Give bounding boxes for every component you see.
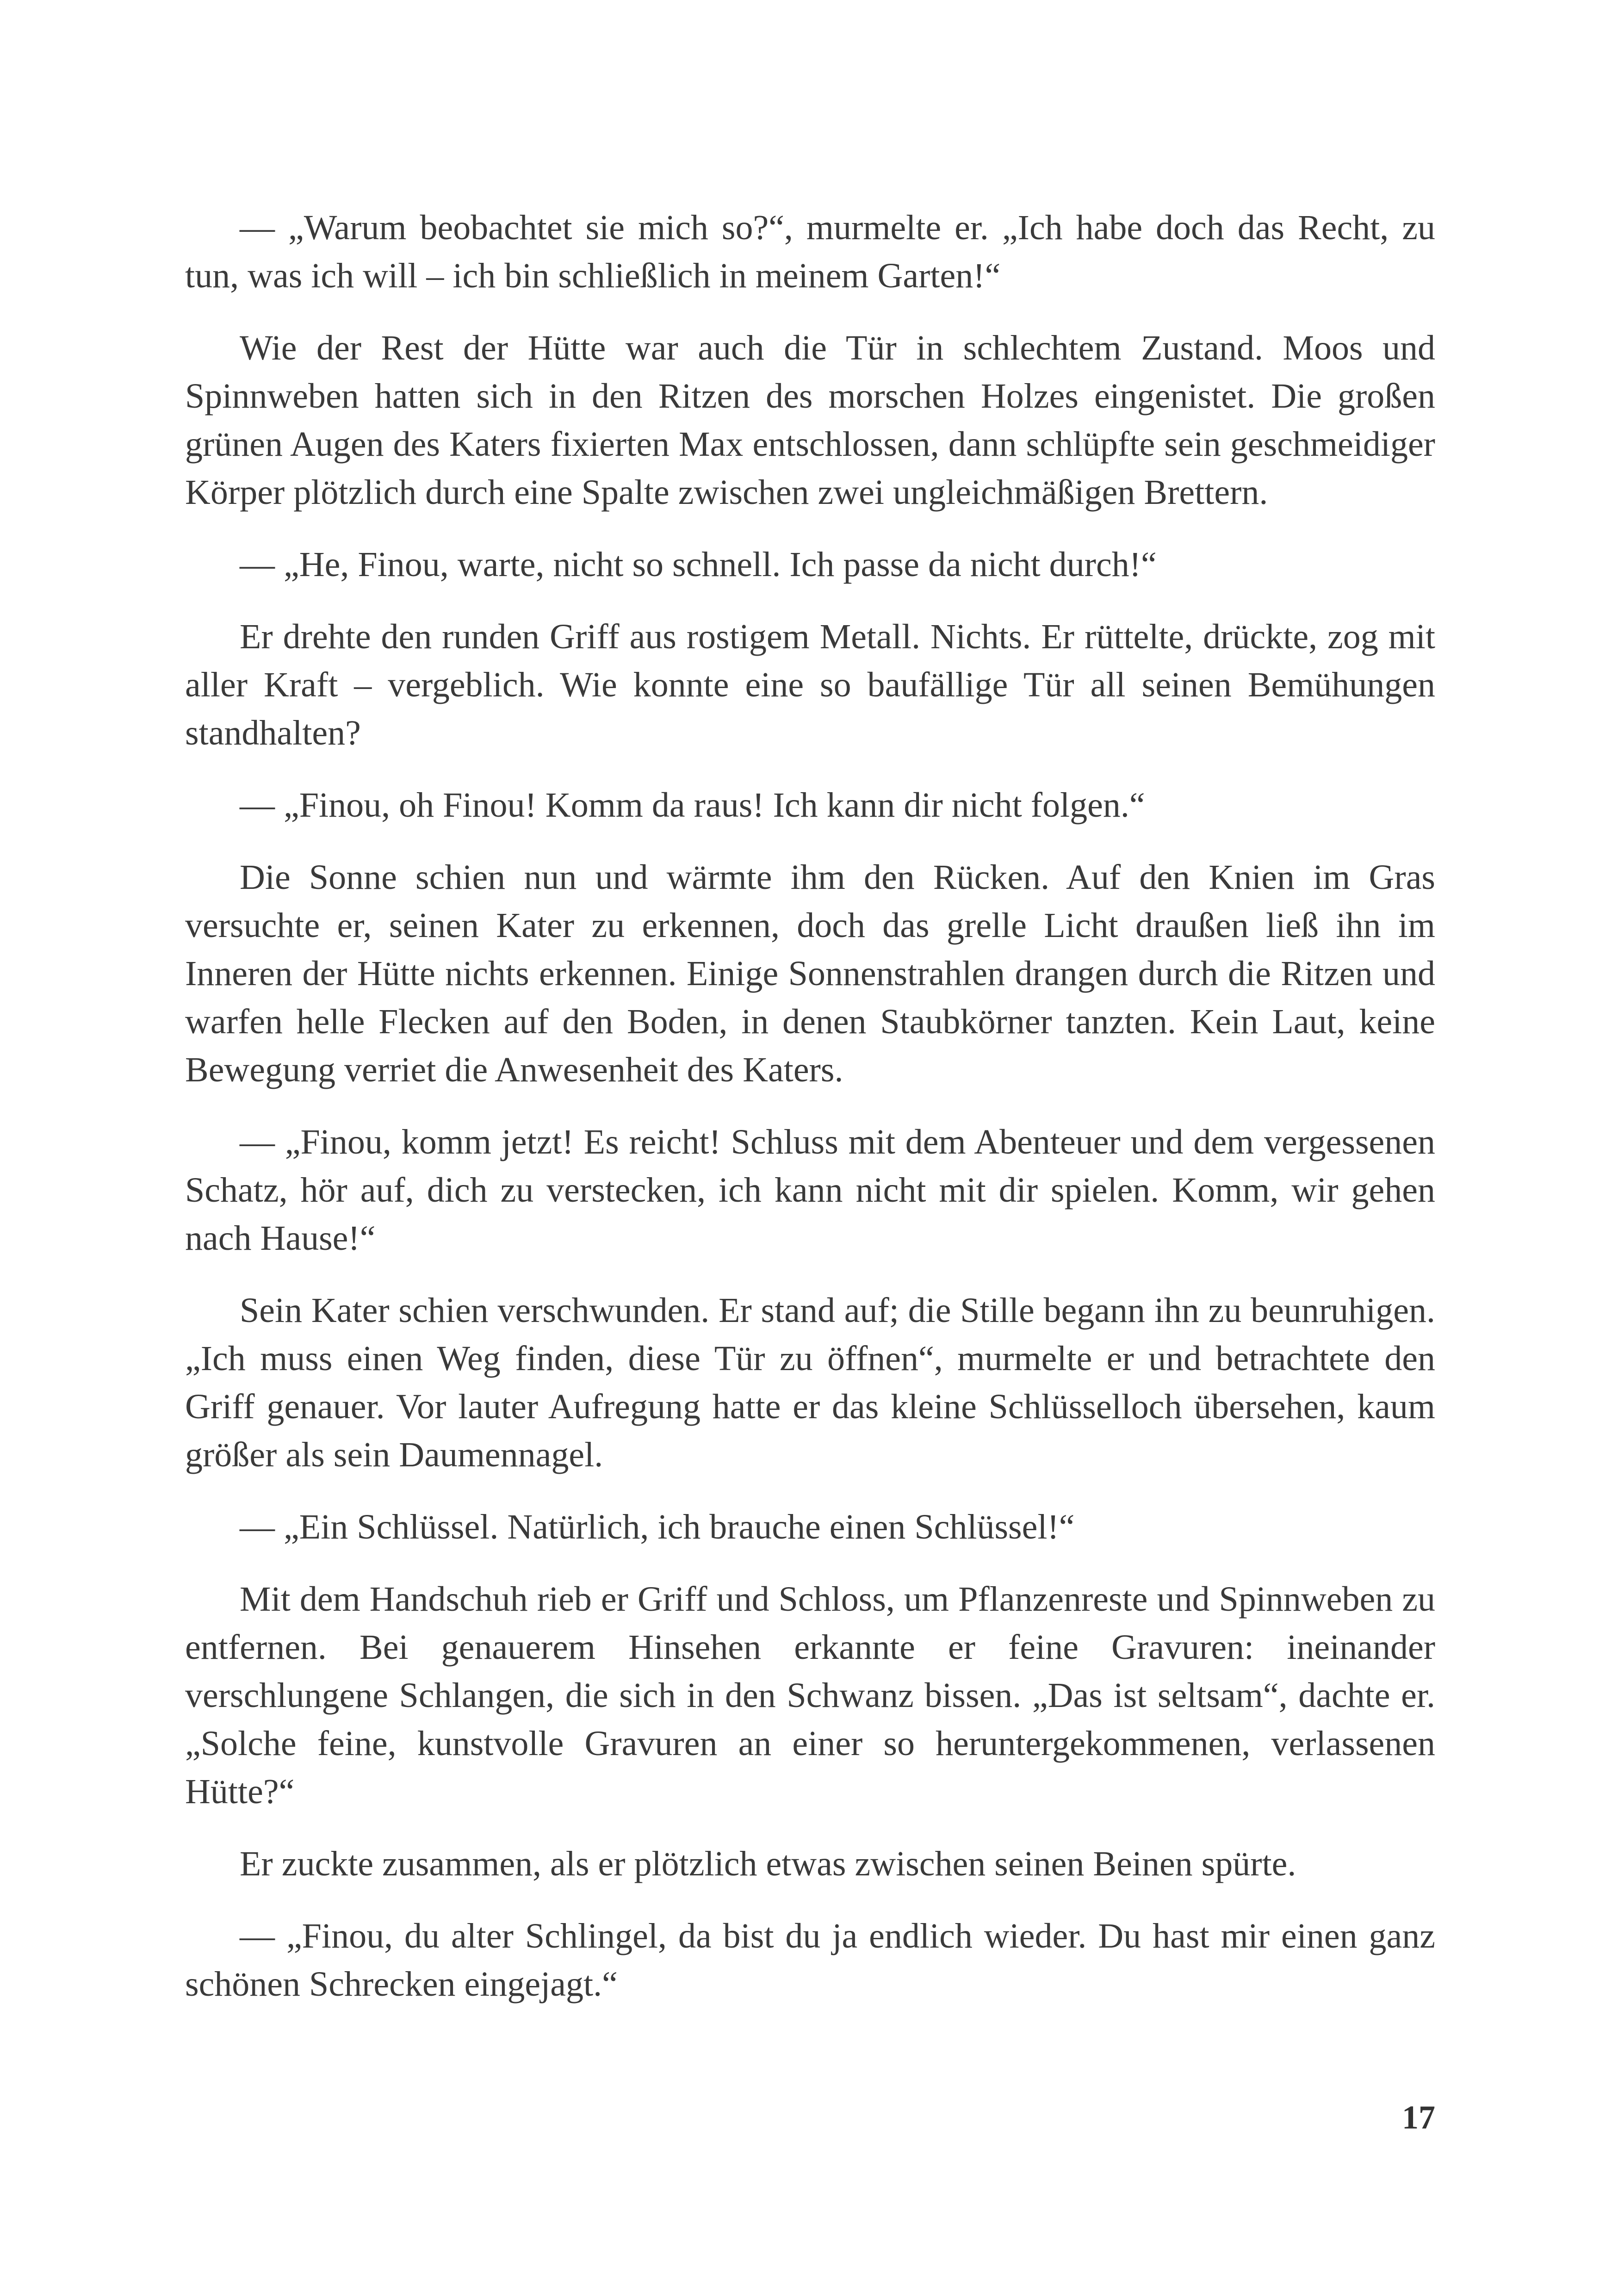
paragraph-5: — „Finou, oh Finou! Komm da raus! Ich kann dir nicht folgen.“ <box>240 786 1145 825</box>
paragraph-3: — „He, Finou, warte, nicht so schnell. Ich passe da nicht durch!“ <box>240 545 1157 584</box>
paragraph-1: — „Warum beobachtet sie mich so?“, murmelte er. „Ich habe doch das Recht, zu tun, was ich will – ich bin schließlich in meinem Garten!“ <box>185 208 1435 295</box>
paragraph-9: — „Ein Schlüssel. Natürlich, ich brauche einen Schlüssel!“ <box>240 1508 1075 1546</box>
paragraph-7: — „Finou, komm jetzt! Es reicht! Schluss mit dem Abenteuer und dem vergessenen Schatz, hör auf, dich zu verstecken, ich kann nicht mit dir spielen. Komm, wir gehen nach Hause!“ <box>185 1123 1435 1258</box>
book-page-text <box>185 204 1435 2032</box>
paragraph-2: Wie der Rest der Hütte war auch die Tür in schlechtem Zustand. Moos und Spinnweben hatten sich in den Ritzen des morschen Holzes eingenistet. Die großen grünen Augen des Katers fixierten Max entschlossen, dann schlüpfte sein geschmeidiger Körper plötzlich durch eine Spalte zwischen zwei ungleichmäßigen Brettern. <box>185 329 1435 512</box>
paragraph-6: Die Sonne schien nun und wärmte ihm den Rücken. Auf den Knien im Gras versuchte er, seinen Kater zu erkennen, doch das grelle Licht draußen ließ ihn im Inneren der Hütte nichts erkennen. Einige Sonnenstrahlen drangen durch die Ritzen und warfen helle Flecken auf den Boden, in denen Staubkörner tanzten. Kein Laut, keine Bewegung verriet die Anwesenheit des Katers. <box>185 858 1435 1089</box>
paragraph-11: Er zuckte zusammen, als er plötzlich etwas zwischen seinen Beinen spürte. <box>240 1844 1296 1883</box>
page-number: 17 <box>1402 2099 1435 2136</box>
paragraph-10: Mit dem Handschuh rieb er Griff und Schloss, um Pflanzenreste und Spinnweben zu entfernen. Bei genauerem Hinsehen erkannte er feine Gravuren: ineinander verschlungene Schlangen, die sich in den Schwanz bissen. „Das ist seltsam“, dachte er. „Solche feine, kunstvolle Gravuren an einer so heruntergekommenen, verlassenen Hütte?“ <box>185 1580 1435 1811</box>
paragraph-8: Sein Kater schien verschwunden. Er stand auf; die Stille begann ihn zu beunruhigen. „Ich muss einen Weg finden, diese Tür zu öffnen“, murmelte er und betrachtete den Griff genauer. Vor lauter Aufregung hatte er das kleine Schlüsselloch übersehen, kaum größer als sein Daumennagel. <box>185 1291 1435 1474</box>
paragraph-12: — „Finou, du alter Schlingel, da bist du ja endlich wieder. Du hast mir einen ganz schönen Schrecken eingejagt.“ <box>185 1917 1435 2004</box>
paragraph-4: Er drehte den runden Griff aus rostigem Metall. Nichts. Er rüttelte, drückte, zog mit aller Kraft – vergeblich. Wie konnte eine so baufällige Tür all seinen Bemühungen standhalten? <box>185 617 1435 752</box>
